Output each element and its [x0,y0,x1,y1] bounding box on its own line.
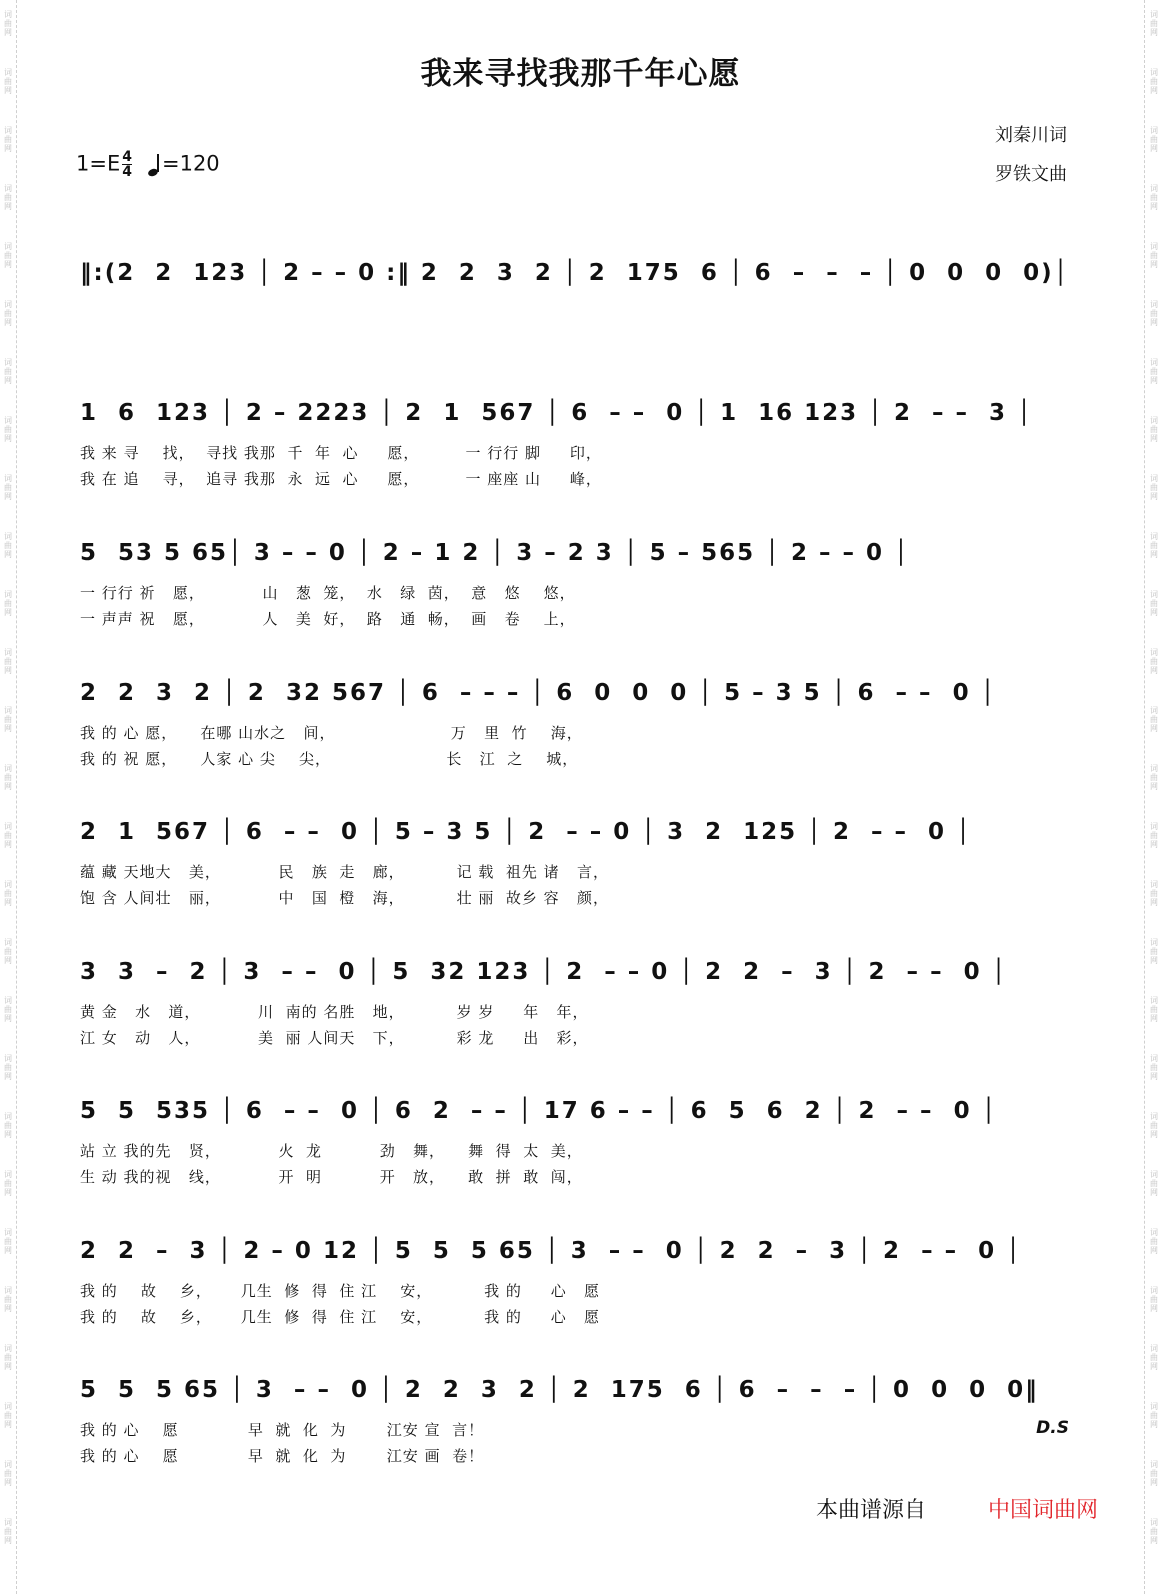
notation-line: 5 5 5 65 │ 3 – – 0 │ 2 2 3 2 │ 2 175 6 │ 6 – – – │ 0 0 0 0‖ [80,1377,1039,1403]
song-title: 我来寻找我那千年心愿 [420,56,741,92]
watermark-text: 词 曲 网 [4,532,12,559]
lyric-verse-2: 一 声声 祝 愿， 人 美 好， 路 通 畅， 画 卷 上， [80,610,576,628]
watermark-text: 词 曲 网 [1150,880,1158,907]
watermark-text: 词 曲 网 [1150,1112,1158,1139]
quarter-note-icon [148,154,162,176]
watermark-text: 词 曲 网 [1150,68,1158,95]
watermark-text: 词 曲 网 [4,1054,12,1081]
watermark-text: 词 曲 网 [1150,416,1158,443]
lyric-verse-1: 一 行行 祈 愿， 山 葱 笼， 水 绿 茵， 意 悠 悠， [80,584,576,602]
watermark-text: 词 曲 网 [4,590,12,617]
watermark-text: 词 曲 网 [1150,996,1158,1023]
composer-credit: 罗铁文曲 [995,164,1067,185]
time-signature: $\frac{4}{4}$ [122,149,132,180]
notation-line: 5 5 535 │ 6 – – 0 │ 6 2 – – │ 17 6 – – │ 6 5 6 2 │ 2 – – 0 │ [80,1098,998,1124]
lyric-verse-1: 我 来 寻 找， 寻找 我那 千 年 心 愿， 一 行行 脚 印， [80,444,602,462]
lyric-verse-1: 我 的 故 乡， 几生 修 得 住 江 安， 我 的 心 愿 [80,1282,601,1300]
watermark-text: 词 曲 网 [4,1460,12,1487]
watermark-text: 词 曲 网 [1150,184,1158,211]
lyric-verse-2: 我 在 追 寻， 追寻 我那 永 远 心 愿， 一 座座 山 峰， [80,470,602,488]
watermark-text: 词 曲 网 [4,706,12,733]
notation-line: 3 3 – 2 │ 3 – – 0 │ 5 32 123 │ 2 – – 0 │ 2 2 – 3 │ 2 – – 0 │ [80,959,1008,985]
watermark-text: 词 曲 网 [4,184,12,211]
watermark-text: 词 曲 网 [1150,1518,1158,1545]
watermark-text: 词 曲 网 [1150,822,1158,849]
lyric-verse-2: 我 的 故 乡， 几生 修 得 住 江 安， 我 的 心 愿 [80,1308,601,1326]
watermark-text: 词 曲 网 [1150,10,1158,37]
lyric-verse-1: 我 的 心 愿 早 就 化 为 江安 宣 言！ [80,1421,485,1439]
watermark-text: 词 曲 网 [4,648,12,675]
lyric-verse-2: 我 的 心 愿 早 就 化 为 江安 画 卷！ [80,1447,485,1465]
watermark-text: 词 曲 网 [1150,648,1158,675]
lyric-verse-1: 站 立 我的先 贤， 火 龙 劲 舞， 舞 得 太 美， [80,1142,583,1160]
watermark-text: 词 曲 网 [4,1228,12,1255]
watermark-text: 词 曲 网 [1150,1402,1158,1429]
key-tempo-line [76,150,220,179]
key-signature: 1=E [76,151,121,176]
watermark-text: 词 曲 网 [1150,590,1158,617]
watermark-text: 词 曲 网 [1150,242,1158,269]
watermark-text: 词 曲 网 [4,1402,12,1429]
source-label: 本曲谱源自 [816,1498,927,1523]
lyric-verse-2: 我 的 祝 愿， 人家 心 尖 尖， 长 江 之 城， [80,750,579,768]
watermark-text: 词 曲 网 [1150,358,1158,385]
watermark-text: 词 曲 网 [1150,1054,1158,1081]
watermark-text: 词 曲 网 [1150,474,1158,501]
watermark-text: 词 曲 网 [1150,532,1158,559]
watermark-text: 词 曲 网 [4,880,12,907]
source-site-link[interactable]: 中国词曲网 [988,1498,1099,1523]
lyric-verse-1: 黄 金 水 道， 川 南的 名胜 地， 岁 岁 年 年， [80,1003,589,1021]
tempo-value: =120 [161,151,220,176]
watermark-text: 词 曲 网 [1150,1228,1158,1255]
lyric-verse-2: 生 动 我的视 线， 开 明 开 放， 敢 拼 敢 闯， [80,1168,583,1186]
notation-line: 1 6 123 │ 2 – 2223 │ 2 1 567 │ 6 – – 0 │ 1 16 123 │ 2 – – 3 │ [80,400,1033,426]
watermark-text: 词 曲 网 [4,68,12,95]
watermark-text: 词 曲 网 [1150,706,1158,733]
watermark-text: 词 曲 网 [1150,300,1158,327]
lyric-verse-1: 蕴 藏 天地大 美， 民 族 走 廊， 记 载 祖先 诸 言， [80,863,609,881]
watermark-text: 词 曲 网 [4,1344,12,1371]
watermark-text: 词 曲 网 [1150,1344,1158,1371]
watermark-text: 词 曲 网 [4,300,12,327]
watermark-text: 词 曲 网 [4,996,12,1023]
watermark-text: 词 曲 网 [4,822,12,849]
right-watermark-strip [1144,0,1161,1594]
notation-line: 2 2 – 3 │ 2 – 0 12 │ 5 5 5 65 │ 3 – – 0 │ 2 2 – 3 │ 2 – – 0 │ [80,1238,1022,1264]
lyricist-credit: 刘秦川词 [995,125,1067,146]
watermark-text: 词 曲 网 [1150,1460,1158,1487]
watermark-text: 词 曲 网 [1150,1286,1158,1313]
lyric-verse-1: 我 的 心 愿， 在哪 山水之 间， 万 里 竹 海， [80,724,583,742]
lyric-verse-2: 江 女 动 人， 美 丽 人间天 下， 彩 龙 出 彩， [80,1029,589,1047]
watermark-text: 词 曲 网 [4,1286,12,1313]
watermark-text: 词 曲 网 [4,358,12,385]
ds-mark: D.S [1036,1418,1069,1438]
notation-line: 5 53 5 65│ 3 – – 0 │ 2 – 1 2 │ 3 – 2 3 │ 5 – 565 │ 2 – – 0 │ [80,540,910,566]
watermark-text: 词 曲 网 [4,938,12,965]
notation-line: 2 2 3 2 │ 2 32 567 │ 6 – – – │ 6 0 0 0 │ 5 – 3 5 │ 6 – – 0 │ [80,680,997,706]
watermark-text: 词 曲 网 [4,242,12,269]
watermark-text: 词 曲 网 [4,474,12,501]
watermark-text: 词 曲 网 [1150,938,1158,965]
left-watermark-strip [0,0,17,1594]
watermark-text: 词 曲 网 [4,764,12,791]
watermark-text: 词 曲 网 [1150,126,1158,153]
watermark-text: 词 曲 网 [4,10,12,37]
notation-line: ‖:(2 2 123 │ 2 – – 0 :‖ 2 2 3 2 │ 2 175 6 │ 6 – – – │ 0 0 0 0)│ [80,260,1070,286]
watermark-text: 词 曲 网 [1150,1170,1158,1197]
watermark-text: 词 曲 网 [4,1518,12,1545]
notation-line: 2 1 567 │ 6 – – 0 │ 5 – 3 5 │ 2 – – 0 │ 3 2 125 │ 2 – – 0 │ [80,819,972,845]
watermark-text: 词 曲 网 [4,416,12,443]
lyric-verse-2: 饱 含 人间壮 丽， 中 国 橙 海， 壮 丽 故乡 容 颜， [80,889,609,907]
watermark-text: 词 曲 网 [4,1112,12,1139]
watermark-text: 词 曲 网 [4,126,12,153]
watermark-text: 词 曲 网 [4,1170,12,1197]
watermark-text: 词 曲 网 [1150,764,1158,791]
